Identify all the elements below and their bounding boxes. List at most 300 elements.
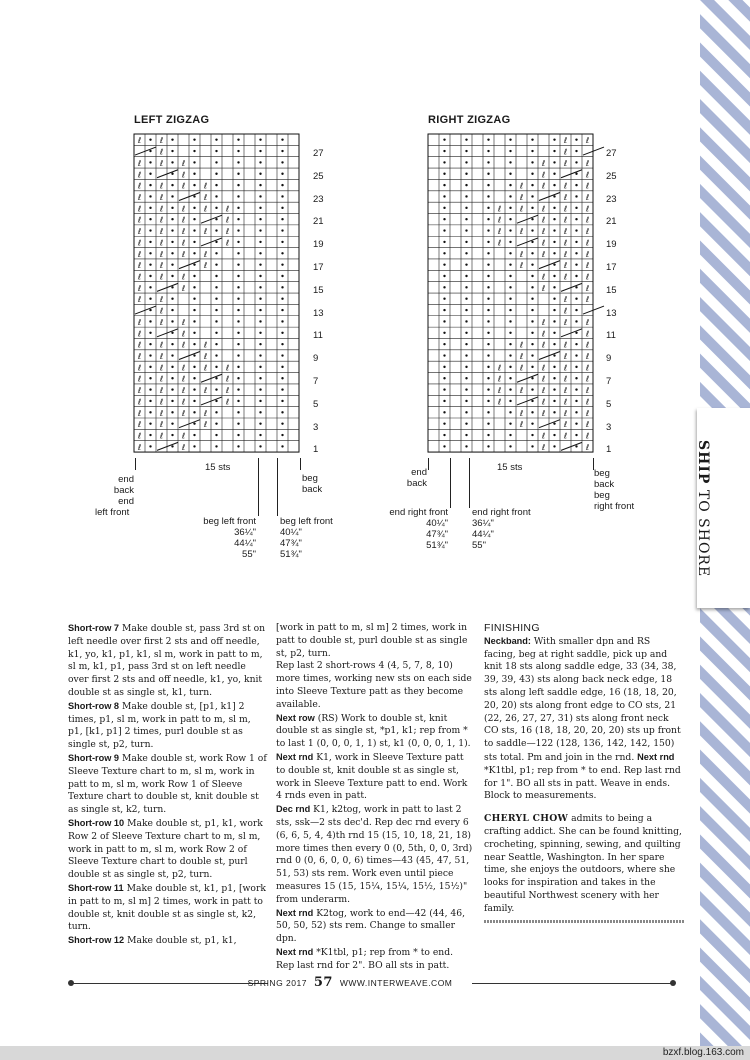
twisted-stitch-mark: ℓ (137, 181, 142, 191)
purl-dot (281, 332, 283, 334)
row-number: 13 (606, 307, 617, 319)
purl-dot (193, 241, 195, 243)
bio-divider (484, 920, 684, 923)
purl-dot (171, 298, 173, 300)
purl-dot (215, 400, 217, 402)
twisted-stitch-mark: ℓ (585, 238, 590, 248)
purl-dot (237, 263, 239, 265)
twisted-stitch-mark: ℓ (497, 215, 502, 225)
twisted-stitch-mark: ℓ (585, 261, 590, 271)
purl-dot (509, 434, 511, 436)
twisted-stitch-mark: ℓ (563, 397, 568, 407)
purl-dot (193, 184, 195, 186)
purl-dot (237, 445, 239, 447)
twisted-stitch-mark: ℓ (563, 136, 568, 146)
purl-dot (465, 445, 467, 447)
purl-dot (149, 207, 151, 209)
purl-dot (553, 218, 555, 220)
twisted-stitch-mark: ℓ (585, 136, 590, 146)
row-number: 21 (313, 216, 324, 228)
purl-dot (215, 173, 217, 175)
twisted-stitch-mark: ℓ (541, 397, 546, 407)
row-number: 17 (606, 262, 617, 273)
purl-dot (259, 445, 261, 447)
text-column-3 (484, 622, 684, 923)
twisted-stitch-mark: ℓ (563, 408, 568, 418)
purl-dot (281, 195, 283, 197)
purl-dot (215, 241, 217, 243)
purl-dot (259, 218, 261, 220)
left-chart-title: LEFT ZIGZAG (134, 114, 210, 126)
cable-mark (201, 238, 222, 246)
right-end-labels: end back (406, 467, 427, 489)
twisted-stitch-mark: ℓ (159, 272, 164, 282)
purl-dot (281, 218, 283, 220)
purl-dot (281, 434, 283, 436)
purl-dot (171, 195, 173, 197)
row-number: 9 (606, 353, 612, 365)
purl-dot (531, 445, 533, 447)
twisted-stitch-mark: ℓ (181, 204, 186, 214)
purl-dot (509, 411, 511, 413)
purl-dot (171, 218, 173, 220)
purl-dot (259, 400, 261, 402)
twisted-stitch-mark: ℓ (563, 147, 568, 157)
cable-mark (157, 170, 178, 178)
purl-dot (443, 400, 445, 402)
cable-mark (201, 397, 222, 405)
purl-dot (575, 366, 577, 368)
purl-dot (259, 275, 261, 277)
left-end-marker (135, 458, 136, 470)
twisted-stitch-mark: ℓ (159, 181, 164, 191)
purl-dot (531, 161, 533, 163)
purl-dot (443, 286, 445, 288)
twisted-stitch-mark: ℓ (541, 215, 546, 225)
twisted-stitch-mark: ℓ (137, 329, 142, 339)
purl-dot (193, 377, 195, 379)
purl-dot (215, 218, 217, 220)
purl-dot (487, 422, 489, 424)
purl-dot (443, 366, 445, 368)
purl-dot (553, 377, 555, 379)
purl-dot (149, 229, 151, 231)
purl-dot (281, 286, 283, 288)
purl-dot (171, 173, 173, 175)
cable-mark (179, 261, 200, 269)
purl-dot (509, 229, 511, 231)
purl-dot (531, 263, 533, 265)
purl-dot (149, 263, 151, 265)
purl-dot (281, 263, 283, 265)
cable-mark (179, 352, 200, 360)
purl-dot (193, 354, 195, 356)
purl-dot (259, 195, 261, 197)
purl-dot (575, 138, 577, 140)
purl-dot (237, 150, 239, 152)
purl-dot (487, 138, 489, 140)
twisted-stitch-mark: ℓ (159, 420, 164, 430)
purl-dot (487, 241, 489, 243)
purl-dot (193, 320, 195, 322)
purl-dot (531, 343, 533, 345)
twisted-stitch-mark: ℓ (181, 397, 186, 407)
twisted-stitch-mark: ℓ (585, 170, 590, 180)
purl-dot (509, 354, 511, 356)
purl-dot (487, 184, 489, 186)
finishing-heading: FINISHING (484, 622, 540, 634)
twisted-stitch-mark: ℓ (563, 261, 568, 271)
twisted-stitch-mark: ℓ (585, 386, 590, 396)
purl-dot (509, 445, 511, 447)
twisted-stitch-mark: ℓ (563, 192, 568, 202)
twisted-stitch-mark: ℓ (181, 272, 186, 282)
right-size-marker-2 (469, 458, 470, 508)
purl-dot (193, 161, 195, 163)
twisted-stitch-mark: ℓ (519, 261, 524, 271)
purl-dot (281, 354, 283, 356)
purl-dot (237, 422, 239, 424)
row-number: 27 (313, 148, 324, 159)
row-number: 5 (606, 398, 612, 410)
twisted-stitch-mark: ℓ (563, 363, 568, 373)
twisted-stitch-mark: ℓ (159, 261, 164, 271)
twisted-stitch-mark: ℓ (137, 249, 142, 259)
purl-dot (487, 263, 489, 265)
purl-dot (193, 309, 195, 311)
purl-dot (259, 138, 261, 140)
purl-dot (281, 445, 283, 447)
purl-dot (465, 309, 467, 311)
purl-dot (149, 388, 151, 390)
twisted-stitch-mark: ℓ (137, 192, 142, 202)
purl-dot (193, 173, 195, 175)
purl-dot (487, 445, 489, 447)
purl-dot (281, 161, 283, 163)
purl-dot (259, 229, 261, 231)
purl-dot (193, 263, 195, 265)
left-size-marker-1 (258, 458, 259, 516)
purl-dot (171, 150, 173, 152)
purl-dot (465, 422, 467, 424)
purl-dot (531, 138, 533, 140)
twisted-stitch-mark: ℓ (519, 408, 524, 418)
purl-dot (281, 343, 283, 345)
purl-dot (259, 286, 261, 288)
purl-dot (215, 298, 217, 300)
purl-dot (259, 207, 261, 209)
twisted-stitch-mark: ℓ (519, 386, 524, 396)
purl-dot (215, 195, 217, 197)
purl-dot (531, 241, 533, 243)
website-link[interactable]: WWW.INTERWEAVE.COM (339, 978, 453, 988)
purl-dot (149, 434, 151, 436)
purl-dot (149, 332, 151, 334)
purl-dot (575, 354, 577, 356)
right-size-marker-1 (450, 458, 451, 508)
twisted-stitch-mark: ℓ (137, 283, 142, 293)
twisted-stitch-mark: ℓ (563, 238, 568, 248)
twisted-stitch-mark: ℓ (225, 363, 230, 373)
purl-dot (509, 241, 511, 243)
purl-dot (215, 252, 217, 254)
twisted-stitch-mark: ℓ (181, 442, 186, 452)
twisted-stitch-mark: ℓ (563, 227, 568, 237)
twisted-stitch-mark: ℓ (137, 340, 142, 350)
purl-dot (149, 252, 151, 254)
cable-mark (517, 238, 538, 246)
cable-mark (561, 442, 582, 450)
twisted-stitch-mark: ℓ (541, 363, 546, 373)
twisted-stitch-mark: ℓ (137, 238, 142, 248)
twisted-stitch-mark: ℓ (541, 442, 546, 452)
purl-dot (465, 138, 467, 140)
purl-dot (575, 343, 577, 345)
purl-dot (443, 309, 445, 311)
twisted-stitch-mark: ℓ (541, 272, 546, 282)
purl-dot (509, 184, 511, 186)
purl-dot (465, 434, 467, 436)
twisted-stitch-mark: ℓ (159, 295, 164, 305)
purl-dot (193, 411, 195, 413)
purl-dot (215, 434, 217, 436)
purl-dot (465, 150, 467, 152)
left-size-block-2: beg left front 40¼" 47¾" 51¾" (280, 516, 333, 560)
twisted-stitch-mark: ℓ (181, 386, 186, 396)
left-end-front-label: left front (95, 507, 130, 518)
twisted-stitch-mark: ℓ (563, 158, 568, 168)
twisted-stitch-mark: ℓ (563, 181, 568, 191)
purl-dot (487, 252, 489, 254)
purl-dot (171, 400, 173, 402)
twisted-stitch-mark: ℓ (159, 215, 164, 225)
purl-dot (487, 388, 489, 390)
twisted-stitch-mark: ℓ (541, 204, 546, 214)
purl-dot (215, 377, 217, 379)
twisted-stitch-mark: ℓ (563, 374, 568, 384)
purl-dot (215, 332, 217, 334)
purl-dot (465, 320, 467, 322)
purl-dot (553, 422, 555, 424)
purl-dot (193, 366, 195, 368)
purl-dot (259, 354, 261, 356)
left-beg-marker (300, 458, 301, 470)
twisted-stitch-mark: ℓ (203, 363, 208, 373)
purl-dot (553, 343, 555, 345)
cable-mark (561, 329, 582, 337)
purl-dot (553, 445, 555, 447)
left-size-marker-2 (277, 458, 278, 516)
purl-dot (149, 309, 151, 311)
purl-dot (465, 275, 467, 277)
purl-dot (553, 366, 555, 368)
purl-dot (531, 184, 533, 186)
twisted-stitch-mark: ℓ (541, 181, 546, 191)
purl-dot (531, 229, 533, 231)
purl-dot (237, 229, 239, 231)
purl-dot (259, 161, 261, 163)
twisted-stitch-mark: ℓ (159, 374, 164, 384)
purl-dot (509, 422, 511, 424)
purl-dot (259, 252, 261, 254)
twisted-stitch-mark: ℓ (181, 374, 186, 384)
purl-dot (509, 138, 511, 140)
cable-mark (561, 283, 582, 291)
twisted-stitch-mark: ℓ (541, 170, 546, 180)
twisted-stitch-mark: ℓ (203, 261, 208, 271)
row-number: 19 (606, 239, 617, 251)
row-number: 27 (606, 148, 617, 159)
purl-dot (193, 388, 195, 390)
purl-dot (237, 252, 239, 254)
purl-dot (237, 332, 239, 334)
purl-dot (149, 286, 151, 288)
purl-dot (553, 138, 555, 140)
purl-dot (237, 173, 239, 175)
purl-dot (149, 161, 151, 163)
twisted-stitch-mark: ℓ (585, 329, 590, 339)
purl-dot (215, 207, 217, 209)
purl-dot (259, 263, 261, 265)
purl-dot (237, 161, 239, 163)
purl-dot (487, 434, 489, 436)
purl-dot (149, 195, 151, 197)
purl-dot (509, 298, 511, 300)
twisted-stitch-mark: ℓ (497, 227, 502, 237)
purl-dot (553, 229, 555, 231)
twisted-stitch-mark: ℓ (203, 340, 208, 350)
twisted-stitch-mark: ℓ (159, 352, 164, 362)
purl-dot (171, 332, 173, 334)
purl-dot (487, 400, 489, 402)
purl-dot (215, 422, 217, 424)
row-number: 9 (313, 353, 319, 365)
row-number: 1 (606, 444, 612, 456)
purl-dot (237, 184, 239, 186)
purl-dot (259, 366, 261, 368)
left-zigzag-chart-grid (134, 134, 300, 453)
purl-dot (443, 388, 445, 390)
purl-dot (553, 150, 555, 152)
purl-dot (237, 195, 239, 197)
purl-dot (553, 195, 555, 197)
right-size-block-1: end right front 40¼" 47¾" 51¾" (389, 507, 448, 551)
twisted-stitch-mark: ℓ (519, 249, 524, 259)
purl-dot (259, 241, 261, 243)
twisted-stitch-mark: ℓ (585, 352, 590, 362)
purl-dot (487, 377, 489, 379)
purl-dot (509, 332, 511, 334)
twisted-stitch-mark: ℓ (159, 408, 164, 418)
purl-dot (259, 377, 261, 379)
paragraph: Next row (RS) Work to double st, knit double st as single st, *p1, k1; rep from * to last 1 (0, 0, 0, 1, 1) st, k1 (0, 0, 0, 1, 1). (276, 712, 471, 750)
row-number: 21 (606, 216, 617, 228)
purl-dot (259, 184, 261, 186)
cable-mark (157, 442, 178, 450)
row-number: 1 (313, 444, 319, 456)
purl-dot (149, 173, 151, 175)
twisted-stitch-mark: ℓ (541, 329, 546, 339)
purl-dot (531, 286, 533, 288)
purl-dot (443, 422, 445, 424)
purl-dot (149, 366, 151, 368)
purl-dot (237, 354, 239, 356)
purl-dot (443, 229, 445, 231)
twisted-stitch-mark: ℓ (519, 227, 524, 237)
twisted-stitch-mark: ℓ (519, 420, 524, 430)
purl-dot (553, 263, 555, 265)
purl-dot (215, 184, 217, 186)
purl-dot (171, 184, 173, 186)
purl-dot (149, 275, 151, 277)
twisted-stitch-mark: ℓ (137, 442, 142, 452)
bottom-band (0, 1046, 750, 1060)
purl-dot (171, 320, 173, 322)
twisted-stitch-mark: ℓ (563, 386, 568, 396)
purl-dot (509, 366, 511, 368)
purl-dot (215, 366, 217, 368)
twisted-stitch-mark: ℓ (563, 317, 568, 327)
cable-mark (179, 420, 200, 428)
purl-dot (443, 411, 445, 413)
purl-dot (443, 161, 445, 163)
twisted-stitch-mark: ℓ (585, 408, 590, 418)
twisted-stitch-mark: ℓ (563, 272, 568, 282)
twisted-stitch-mark: ℓ (137, 272, 142, 282)
twisted-stitch-mark: ℓ (181, 363, 186, 373)
twisted-stitch-mark: ℓ (585, 192, 590, 202)
twisted-stitch-mark: ℓ (181, 249, 186, 259)
purl-dot (509, 286, 511, 288)
twisted-stitch-mark: ℓ (159, 363, 164, 373)
twisted-stitch-mark: ℓ (137, 397, 142, 407)
twisted-stitch-mark: ℓ (497, 374, 502, 384)
twisted-stitch-mark: ℓ (203, 420, 208, 430)
page-number: 57 (313, 975, 333, 990)
twisted-stitch-mark: ℓ (585, 363, 590, 373)
row-number: 11 (606, 330, 616, 342)
cable-mark (539, 192, 560, 200)
purl-dot (487, 309, 489, 311)
twisted-stitch-mark: ℓ (159, 238, 164, 248)
purl-dot (237, 275, 239, 277)
purl-dot (281, 400, 283, 402)
twisted-stitch-mark: ℓ (159, 136, 164, 146)
purl-dot (531, 434, 533, 436)
left-size-block-1: beg left front 36¼" 44¼" 55" (203, 516, 256, 560)
cable-mark (157, 329, 178, 337)
purl-dot (443, 434, 445, 436)
purl-dot (443, 218, 445, 220)
purl-dot (281, 377, 283, 379)
purl-dot (443, 275, 445, 277)
purl-dot (465, 298, 467, 300)
twisted-stitch-mark: ℓ (137, 215, 142, 225)
purl-dot (575, 332, 577, 334)
purl-dot (443, 241, 445, 243)
purl-dot (171, 263, 173, 265)
purl-dot (171, 275, 173, 277)
twisted-stitch-mark: ℓ (585, 283, 590, 293)
purl-dot (259, 388, 261, 390)
text-column-1 (68, 622, 267, 948)
purl-dot (465, 366, 467, 368)
purl-dot (531, 173, 533, 175)
purl-dot (465, 286, 467, 288)
purl-dot (237, 320, 239, 322)
purl-dot (443, 445, 445, 447)
purl-dot (237, 343, 239, 345)
